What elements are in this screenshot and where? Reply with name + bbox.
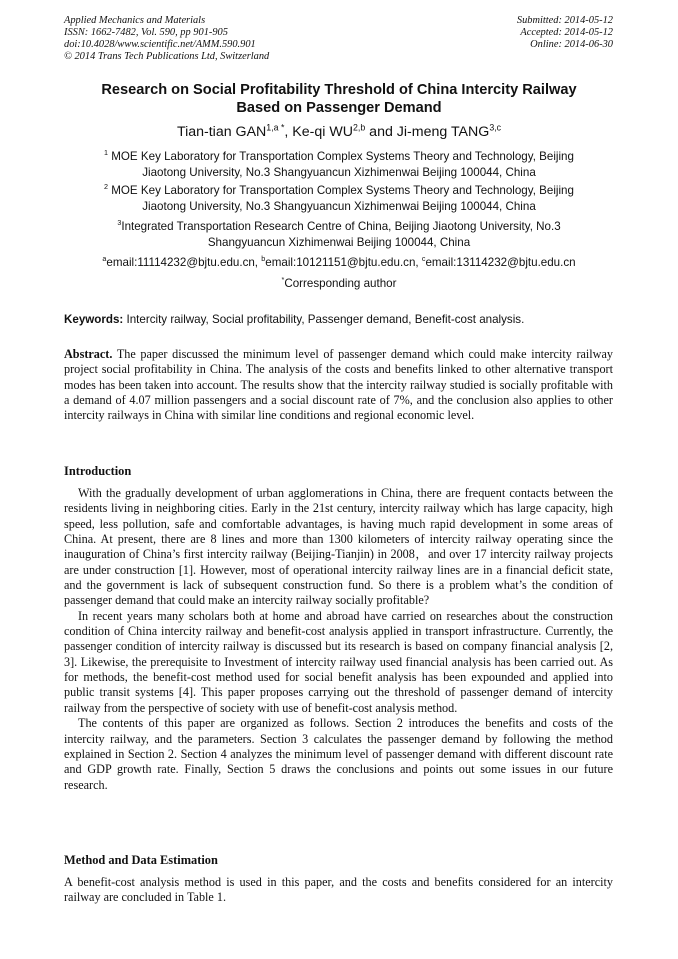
title-line-1: Research on Social Profitability Threshold of China Intercity Railway: [101, 82, 577, 98]
accepted-date: Accepted: 2014-05-12: [520, 27, 613, 39]
author-emails: [60, 255, 618, 271]
corresponding-text: Corresponding author: [284, 277, 397, 290]
submitted-date: Submitted: 2014-05-12: [516, 15, 613, 26]
online-date: Online: 2014-06-30: [530, 39, 613, 51]
affiliation-mark: 2: [104, 182, 109, 192]
affiliation-1: [60, 149, 618, 181]
journal-name: Applied Mechanics and Materials: [64, 15, 206, 26]
affiliation-text: Shangyuancun Xizhimenwai Beijing 100044, China: [207, 236, 471, 249]
section-heading-introduction: Introduction: [64, 464, 132, 478]
email-mark: c: [421, 254, 426, 264]
affiliation-text: Jiaotong University, No.3 Shangyuancun Xizhimenwai Beijing 100044, China: [142, 200, 536, 213]
author-affiliation-mark: 1,a *: [266, 122, 285, 133]
abstract-text: The paper discussed the minimum level of passenger demand which could make intercity railway project social profitability in China. The analysis of the costs and benefits linked to other alternative transport modes has been taken into account. The results show that the intercity railway studied is socially profitable with a demand of 4.07 million passengers and a social discount rate of 7%, and the conclusion also applies to other intercity railways in China with similar line conditions and regional economic level.: [64, 347, 613, 423]
email-mark: a: [102, 254, 107, 264]
section-heading-method: Method and Data Estimation: [64, 853, 218, 867]
affiliation-text: Integrated Transportation Research Centre of China, Beijing Jiaotong University, No.3: [121, 220, 561, 233]
abstract: [64, 347, 613, 424]
email-address: email:13114232@bjtu.edu.cn: [425, 256, 576, 269]
email-address: email:10121151@bjtu.edu.cn,: [265, 256, 422, 269]
paragraph: The contents of this paper are organized as follows. Section 2 introduces the benefits and costs of the intercity railway, and the parameters. Section 3 calculates the passenger demand by following the method explained in Section 2. Section 4 analyzes the minimum level of passenger demand with different discount rate and GDP growth rate. Finally, Section 5 draws the conclusions and points out some issues in our future research.: [64, 716, 613, 792]
affiliation-text: MOE Key Laboratory for Transportation Complex Systems Theory and Technology, Beijing: [108, 184, 574, 197]
keywords-text: Intercity railway, Social profitability, Passenger demand, Benefit-cost analysis.: [123, 313, 525, 326]
author-name: Ke-qi WU: [292, 124, 353, 140]
paragraph: A benefit-cost analysis method is used in this paper, and the costs and benefits considered for an intercity railway are concluded in Table 1.: [64, 875, 613, 905]
affiliation-mark: 3: [117, 218, 122, 228]
email-address: email:11114232@bjtu.edu.cn,: [106, 256, 262, 269]
affiliation-3: [60, 219, 618, 251]
journal-issn: ISSN: 1662-7482, Vol. 590, pp 901-905: [64, 27, 228, 39]
keywords: [64, 313, 524, 326]
journal-doi: doi:10.4028/www.scientific.net/AMM.590.901: [64, 39, 256, 51]
author-affiliation-mark: 2,b: [353, 122, 366, 133]
journal-info: [64, 15, 269, 63]
author-name: Tian-tian GAN: [176, 124, 267, 140]
abstract-label: Abstract.: [64, 347, 113, 361]
keywords-label: Keywords:: [64, 313, 124, 326]
affiliation-text: MOE Key Laboratory for Transportation Complex Systems Theory and Technology, Beijing: [108, 150, 574, 163]
introduction-body: [64, 486, 613, 793]
email-mark: b: [261, 254, 266, 264]
author-separator: ,: [284, 124, 293, 140]
author-affiliation-mark: 3,c: [489, 122, 502, 133]
corresponding-author-note: [60, 276, 618, 292]
method-body: [64, 875, 613, 906]
paragraph: In recent years many scholars both at home and abroad have carried on researches about the construction condition of China intercity railway and benefit-cost analysis applied in transport infrastructure. Currently, the passenger condition of intercity railway is discussed but its research is based on company financial analysis [2, 3]. Likewise, the prerequisite to Investment of intercity railway used financial analysis has been carried out. As for methods, the benefit-cost method used for social benefit analysis has been expounded and applied into public transit systems [4]. This paper proposes carrying out the threshold of passenger demand of intercity railway from the perspective of society with use of benefit-cost analysis method.: [64, 608, 613, 715]
affiliation-mark: 1: [104, 148, 109, 158]
title-line-2: Based on Passenger Demand: [236, 100, 442, 116]
author-list: [40, 124, 638, 140]
corresponding-mark: *: [281, 275, 285, 285]
journal-copyright: © 2014 Trans Tech Publications Ltd, Switzerland: [64, 51, 270, 63]
author-conjunction: and: [365, 124, 397, 140]
publication-dates: [517, 15, 613, 51]
paragraph: With the gradually development of urban agglomerations in China, there are frequent contacts between the residents living in neighboring cities. Early in the 21st century, intercity railway which has large capacity, high speed, less pollution, safe and comfortable advantages, is having much rapid development in some areas of China. At present, there are 8 lines and more than 1300 kilometers of intercity railway operating since the inauguration of China’s first intercity railway (Beijing-Tianjin) in 2008，and over 17 intercity railway projects are under construction [1]. However, most of operational intercity railway lines are in a financial deficit state, and the government is lack of subsequent construction fund. So there is a problem what’s the condition of passenger demand that could make an intercity railway socially profitable?: [64, 486, 613, 608]
affiliation-text: Jiaotong University, No.3 Shangyuancun Xizhimenwai Beijing 100044, China: [142, 166, 536, 179]
paper-title: [60, 81, 618, 117]
author-name: Ji-meng TANG: [396, 124, 490, 140]
affiliation-2: [60, 183, 618, 215]
